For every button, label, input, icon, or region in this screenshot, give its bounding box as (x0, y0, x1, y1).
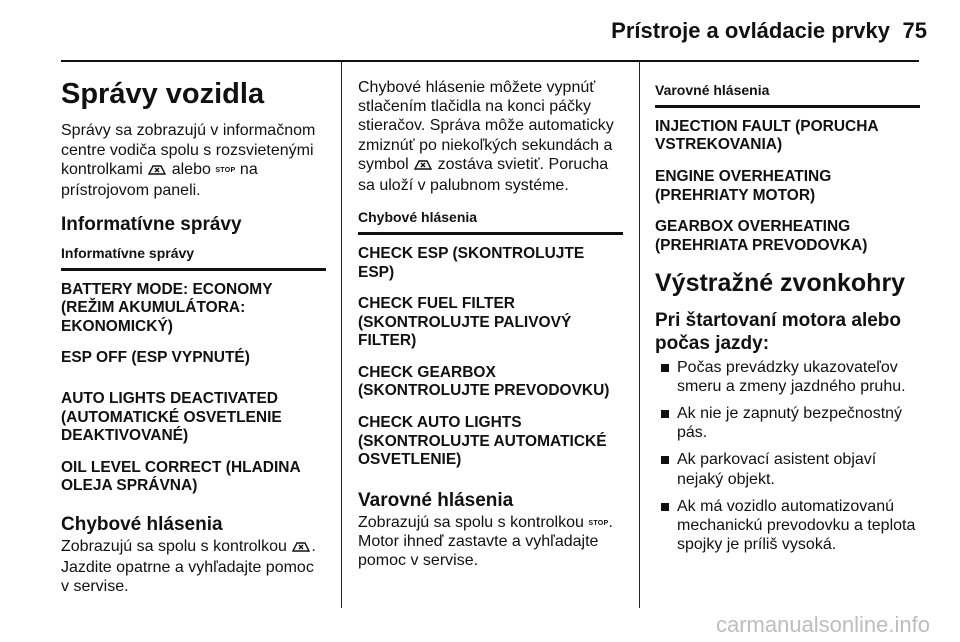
subsection-title-errors: Chybové hlásenia (61, 514, 223, 536)
bullet-text: Ak má vozidlo automatizovanú mechanickú prevodovku a teplota spojky je príliš vysoká. (677, 497, 916, 554)
warning-message: ENGINE OVERHEATING (PREHRIATY MOTOR) (655, 167, 832, 204)
bullet-item (655, 450, 920, 488)
bullet-text: Ak parkovací asistent objaví nejaký objekt. (677, 451, 877, 488)
column-divider-1 (341, 62, 342, 608)
page-number: 75 (902, 18, 927, 43)
stop-icon: STOP (588, 519, 609, 527)
intro-text-c: na prístrojovom paneli. (61, 160, 258, 199)
warning-message: GEARBOX OVERHEATING (PREHRIATA PREVODOVKA) (655, 218, 868, 254)
subsection-title-start: Pri štartovaní motora alebo počas jazdy: (655, 310, 902, 354)
dismiss-text-a: Chybové hlásenie môžete vypnúť stlačením tlačidla na konci páčky stieračov. Správa môže automaticky zmiznúť po niekoľkých sekundách a symbol (358, 79, 614, 173)
column-divider-2 (639, 62, 640, 608)
subsection-title-warnings: Varovné hlásenia (358, 489, 514, 511)
bullet-item (655, 497, 920, 555)
info-message: ESP OFF (ESP VYPNUTÉ) (61, 349, 250, 367)
stop-icon: STOP (215, 166, 236, 174)
column-3 (655, 82, 920, 562)
info-message: OIL LEVEL CORRECT (HLADINA OLEJA SPRÁVNA) (61, 458, 301, 495)
info-message: BATTERY MODE: ECONOMY (REŽIM AKUMULÁTORA: EKONOMICKÝ) (61, 280, 273, 335)
header-rule (61, 60, 919, 62)
info-table-header: Informatívne správy (61, 245, 326, 271)
warnings-text-b: . Motor ihneď zastavte a vyhľadajte pomoc v servise. (358, 513, 613, 570)
watermark: carmanualsonline.info (715, 612, 930, 637)
subsection-title-info: Informatívne správy (61, 214, 242, 236)
wrench-car-icon (413, 157, 433, 176)
header-title: Prístroje a ovládacie prvky (611, 18, 890, 43)
warning-message: INJECTION FAULT (PORUCHA VSTREKOVANIA) (655, 117, 879, 154)
intro-text-a: Správy sa zobrazujú v informačnom centre vodiča spolu s rozsvietenými kontrolkami (61, 122, 316, 178)
bullet-text: Ak nie je zapnutý bezpečnostný pás. (677, 405, 903, 442)
bullet-square-icon (661, 456, 669, 464)
dismiss-text-b: zostáva svietiť. Porucha sa uloží v palubnom systéme. (358, 155, 609, 194)
warnings-table-header: Varovné hlásenia (655, 82, 920, 108)
errors-paragraph (61, 537, 326, 597)
intro-text-b: alebo (171, 160, 211, 178)
section-title-vehicle-messages: Správy vozidla (61, 78, 265, 110)
error-dismiss-paragraph (358, 78, 623, 195)
warnings-paragraph (358, 513, 623, 571)
wrench-car-icon (291, 539, 311, 558)
column-1 (61, 64, 326, 596)
section-title-chimes: Výstražné zvonkohry (655, 269, 906, 298)
bullet-square-icon (661, 364, 669, 372)
error-message: CHECK AUTO LIGHTS (SKONTROLUJTE AUTOMATICKÉ OSVETLENIE) (358, 414, 607, 469)
errors-text-b: . Jazdite opatrne a vyhľadajte pomoc v servise. (61, 537, 316, 596)
column-2 (358, 78, 623, 570)
intro-paragraph (61, 121, 326, 200)
error-message: CHECK ESP (SKONTROLUJTE ESP) (358, 244, 585, 281)
bullet-square-icon (661, 410, 669, 418)
info-message: AUTO LIGHTS DEACTIVATED (AUTOMATICKÉ OSVETLENIE DEAKTIVOVANÉ) (61, 390, 282, 445)
bullet-text: Počas prevádzky ukazovateľov smeru a zmeny jazdného pruhu. (677, 358, 906, 395)
error-message: CHECK GEARBOX (SKONTROLUJTE PREVODOVKU) (358, 363, 610, 400)
errors-text-a: Zobrazujú sa spolu s kontrolkou (61, 537, 287, 555)
bullet-square-icon (661, 503, 669, 511)
bullet-item (655, 404, 920, 442)
bullet-item (655, 358, 920, 396)
error-message: CHECK FUEL FILTER (SKONTROLUJTE PALIVOVÝ FILTER) (358, 295, 572, 350)
errors-table-header: Chybové hlásenia (358, 209, 623, 235)
wrench-car-icon (147, 162, 167, 181)
warnings-text-a: Zobrazujú sa spolu s kontrolkou (358, 513, 584, 531)
